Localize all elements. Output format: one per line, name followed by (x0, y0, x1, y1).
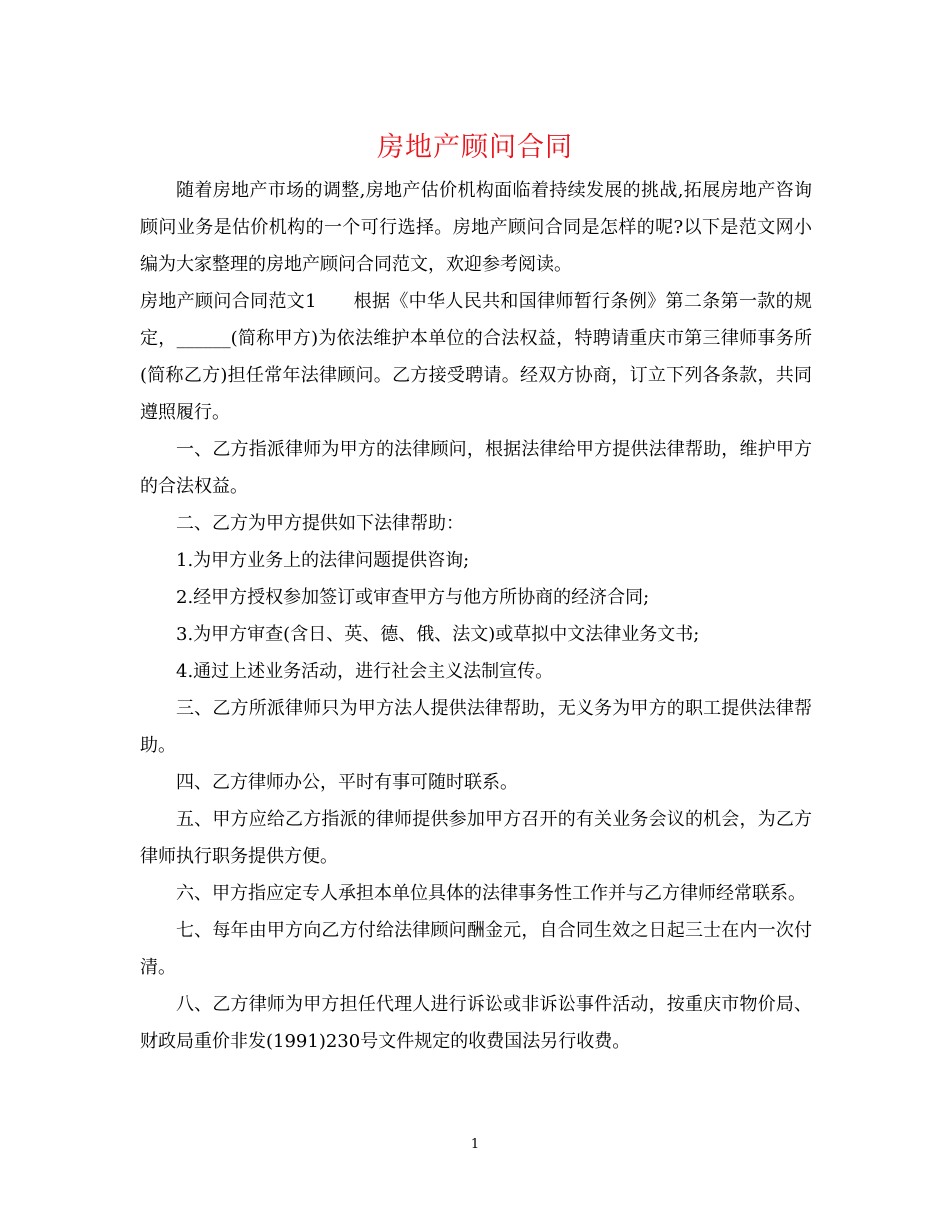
clause-2-item-1: 1.为甲方业务上的法律问题提供咨询; (176, 550, 470, 571)
clause-5: 五、甲方应给乙方指派的律师提供参加甲方召开的有关业务会议的机会，为乙方律师执行职务提供方便。 (140, 809, 812, 867)
clause-4: 四、乙方律师办公，平时有事可随时联系。 (176, 772, 518, 793)
clause-7: 七、每年由甲方向乙方付给法律顾问酬金元，自合同生效之日起三士在内一次付清。 (140, 920, 812, 978)
document-title: 房地产顾问合同 (377, 132, 573, 163)
clause-2: 二、乙方为甲方提供如下法律帮助： (176, 513, 464, 534)
document-body (140, 172, 812, 1060)
clause-2-item-4: 4.通过上述业务活动，进行社会主义法制宣传。 (176, 661, 554, 682)
clause-1: 一、乙方指派律师为甲方的法律顾问，根据法律给甲方提供法律帮助，维护甲方的合法权益。 (140, 439, 812, 497)
clause-2-item-3: 3.为甲方审查(含日、英、德、俄、法文)或草拟中文法律业务文书; (176, 624, 700, 645)
clause-3: 三、乙方所派律师只为甲方法人提供法律帮助，无义务为甲方的职工提供法律帮助。 (140, 698, 812, 756)
clause-2-item-2: 2.经甲方授权参加签订或审查甲方与他方所协商的经济合同; (176, 587, 650, 608)
page-number: 1 (470, 1137, 480, 1152)
preamble-paragraph: 房地产顾问合同范文1 根据《中华人民共和国律师暂行条例》第二条第一款的规定，______(简称甲方)为依法维护本单位的合法权益，特聘请重庆市第三律师事务所(简称乙方)担任常年法律顾问。乙方接受聘请。经双方协商，订立下列各条款，共同遵照履行。 (140, 291, 812, 423)
clause-8: 八、乙方律师为甲方担任代理人进行诉讼或非诉讼事件活动，按重庆市物价局、财政局重价非发(1991)230号文件规定的收费国法另行收费。 (140, 994, 812, 1052)
intro-paragraph: 随着房地产市场的调整,房地产估价机构面临着持续发展的挑战,拓展房地产咨询顾问业务是估价机构的一个可行选择。房地产顾问合同是怎样的呢?以下是范文网小编为大家整理的房地产顾问合同范文，欢迎参考阅读。 (140, 180, 812, 275)
clause-6: 六、甲方指应定专人承担本单位具体的法律事务性工作并与乙方律师经常联系。 (176, 883, 806, 904)
